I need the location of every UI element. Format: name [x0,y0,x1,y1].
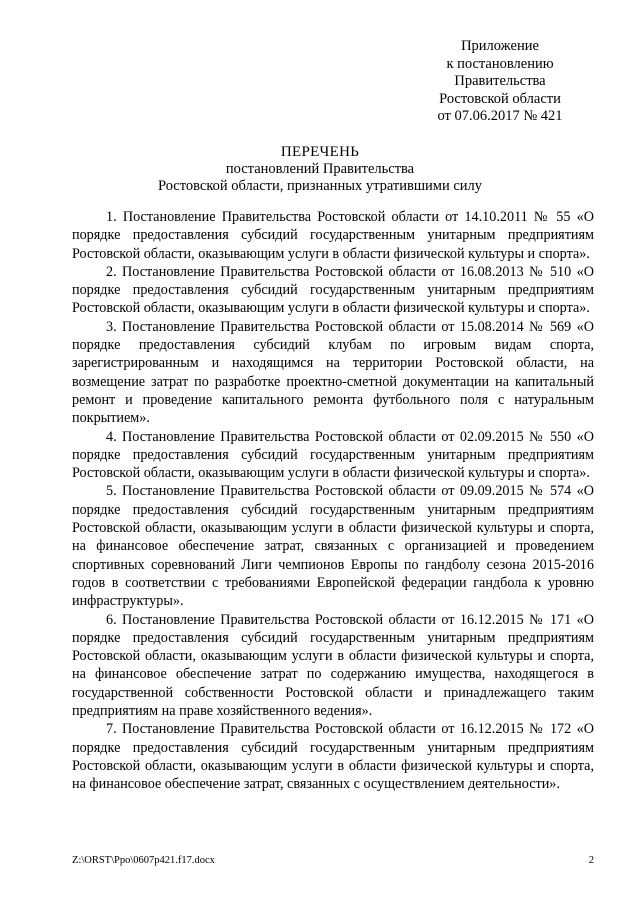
list-item: 7. Постановление Правительства Ростовской области от 16.12.2015 № 172 «О порядке предоставления субсидий государственным унитарным предприятиям Ростовской области, оказывающим услуги в области физической культуры и спорта, на финансовое обеспечение затрат, связанных с осуществлением деятельности». [72,721,594,793]
document-title: ПЕРЕЧЕНЬ [280,144,360,160]
list-item: 2. Постановление Правительства Ростовской области от 16.08.2013 № 510 «О порядке предоставления субсидий государственным унитарным предприятиям Ростовской области, оказывающим услуги в области физической культуры и спорта». [72,263,594,317]
appendix-line: Ростовской области [439,90,561,107]
document-heading [0,144,640,195]
appendix-line: от 07.06.2017 № 421 [437,108,563,124]
list-item: 6. Постановление Правительства Ростовской области от 16.12.2015 № 171 «О порядке предоставления субсидий государственным унитарным предприятиям Ростовской области, оказывающим услуги в области физической культуры и спорта, на финансовое обеспечение затрат по содержанию имущества, находящегося в государственной собственности Ростовской области и принадлежащего таким предприятиям на праве хозяйственного ведения». [72,611,594,720]
list-item: 3. Постановление Правительства Ростовской области от 15.08.2014 № 569 «О порядке предоставления субсидий клубам по игровым видам спорта, зарегистрированным и находящимся на территории Ростовской области, на возмещение затрат по разработке проектно-сметной документации на капитальный ремонт и проведение капитального ремонта футбольного поля с натуральным покрытием». [72,318,594,427]
document-subtitle: Ростовской области, признанных утратившими силу [157,178,483,194]
appendix-line: к постановлению [446,55,554,72]
appendix-line: Правительства [454,73,546,89]
appendix-line: Приложение [461,38,539,54]
file-path: Z:\ORST\Ppo\0607p421.f17.docx [72,855,215,866]
page-number: 2 [588,855,594,866]
list-item: 5. Постановление Правительства Ростовской области от 09.09.2015 № 574 «О порядке предоставления субсидий государственным унитарным предприятиям Ростовской области, оказывающим услуги в области физической культуры и спорта, на финансовое обеспечение затрат, связанных с организацией и проведением спортивных соревнований Лиги чемпионов Европы по гандболу сезона 2015-2016 годов в соответствии с требованиями Европейской федерации гандбола к уровню инфраструктуры». [72,483,594,610]
list-item: 4. Постановление Правительства Ростовской области от 02.09.2015 № 550 «О порядке предоставления субсидий государственным унитарным предприятиям Ростовской области, оказывающим услуги в области физической культуры и спорта». [72,428,594,482]
appendix-block [400,38,600,126]
list-item: 1. Постановление Правительства Ростовской области от 14.10.2011 № 55 «О порядке предоставления субсидий государственным унитарным предприятиям Ростовской области, оказывающим услуги в области физической культуры и спорта». [72,209,594,262]
document-subtitle: постановлений Правительства [225,161,415,177]
resolutions-list [72,208,594,794]
